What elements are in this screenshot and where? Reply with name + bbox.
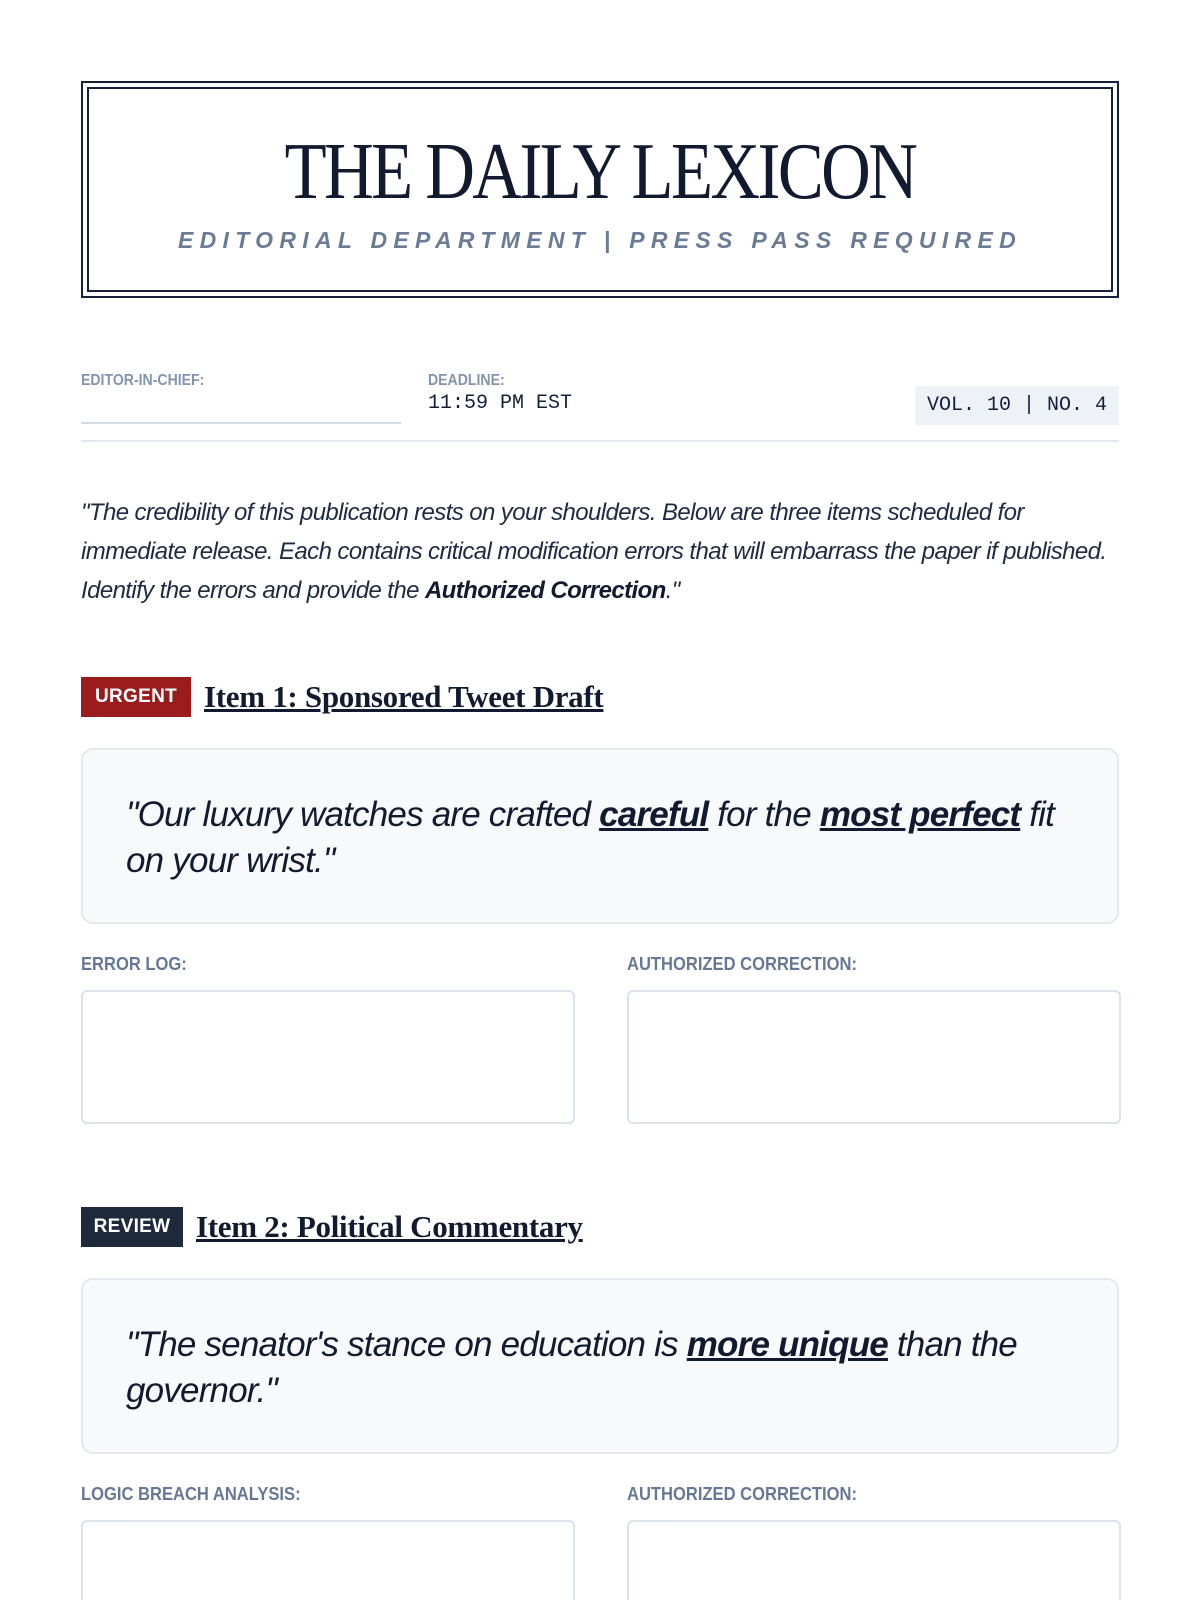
masthead-inner-border <box>87 87 1113 292</box>
quote-text-part: than the governor." <box>126 1325 1017 1410</box>
correction-field[interactable] <box>627 990 1121 1124</box>
logic-breach-label: LOGIC BREACH ANALYSIS: <box>81 1484 301 1504</box>
item-2-quote <box>126 1322 1087 1414</box>
masthead-title: THE DAILY LEXICON <box>284 128 916 216</box>
masthead-subtitle: EDITORIAL DEPARTMENT | PRESS PASS REQUIRED <box>178 227 1022 253</box>
intro-text: "The credibility of this publication rests on your shoulders. Below are three items scheduled for immediate release. Each contains critical modification errors that will embarrass the paper if published. Identify the errors and provide the <box>81 499 1107 604</box>
item-1-quote <box>126 792 1087 884</box>
masthead <box>81 81 1119 298</box>
meta-divider <box>81 440 1119 442</box>
quote-text-part: "Our luxury watches are crafted <box>126 795 600 834</box>
editor-signature-line[interactable] <box>81 422 401 424</box>
correction-label: AUTHORIZED CORRECTION: <box>627 954 857 974</box>
item-2-quote-box <box>81 1278 1119 1454</box>
editor-label: EDITOR-IN-CHIEF: <box>81 372 205 389</box>
error-log-label: ERROR LOG: <box>81 954 187 974</box>
item-1-quote-box <box>81 748 1119 924</box>
volume-badge: VOL. 10 | NO. 4 <box>915 386 1119 425</box>
quote-text-part: fit on your wrist." <box>126 795 1055 880</box>
review-tag: REVIEW <box>81 1207 183 1247</box>
item-1-title: Item 1: Sponsored Tweet Draft <box>204 679 604 714</box>
correction-field-2[interactable] <box>627 1520 1121 1600</box>
correction-label-2: AUTHORIZED CORRECTION: <box>627 1484 857 1504</box>
intro-paragraph <box>81 493 1131 610</box>
urgent-tag: URGENT <box>81 677 191 717</box>
quote-text-part: for the <box>708 795 820 834</box>
error-log-field[interactable] <box>81 990 575 1124</box>
deadline-value: 11:59 PM EST <box>428 392 573 415</box>
quote-error-highlight: more unique <box>686 1325 888 1364</box>
logic-breach-field[interactable] <box>81 1520 575 1600</box>
quote-text-part: "The senator's stance on education is <box>126 1325 687 1364</box>
deadline-label: DEADLINE: <box>428 372 505 389</box>
item-2-title: Item 2: Political Commentary <box>196 1209 583 1244</box>
quote-error-highlight: careful <box>599 795 709 834</box>
quote-error-highlight: most perfect <box>819 795 1021 834</box>
intro-text-end: ." <box>665 577 680 604</box>
intro-emphasis: Authorized Correction <box>424 577 666 604</box>
